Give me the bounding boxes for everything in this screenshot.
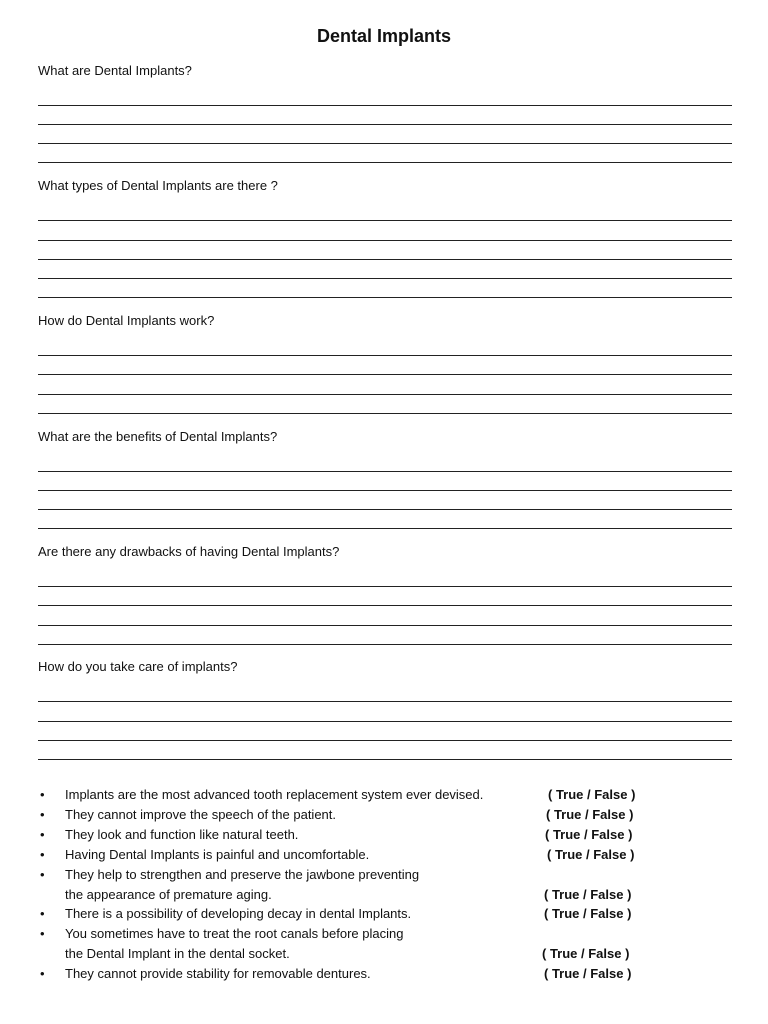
statement-text: They cannot provide stability for removable dentures.	[65, 966, 371, 981]
statement-text: They look and function like natural teeth.	[65, 827, 299, 842]
answer-line[interactable]	[38, 586, 732, 587]
answer-line[interactable]	[38, 644, 732, 645]
answer-line[interactable]	[38, 490, 732, 491]
bullet-icon: •	[40, 827, 45, 842]
statement-text: They cannot improve the speech of the patient.	[65, 807, 337, 822]
answer-line[interactable]	[38, 355, 732, 356]
bullet-icon: •	[40, 867, 45, 882]
true-false-option[interactable]: ( True / False )	[544, 966, 632, 981]
statement-text: You sometimes have to treat the root canals before placing	[65, 926, 404, 941]
answer-line[interactable]	[38, 413, 732, 414]
answer-line[interactable]	[38, 162, 732, 163]
answer-line[interactable]	[38, 124, 732, 125]
statement-item	[40, 846, 680, 864]
true-false-option[interactable]: ( True / False )	[548, 787, 636, 802]
statement-item	[40, 806, 680, 824]
answer-line[interactable]	[38, 721, 732, 722]
answer-line[interactable]	[38, 605, 732, 606]
bullet-icon: •	[40, 807, 45, 822]
statement-text: There is a possibility of developing decay in dental Implants.	[65, 906, 412, 921]
answer-line[interactable]	[38, 297, 732, 298]
answer-line[interactable]	[38, 759, 732, 760]
statement-text: the appearance of premature aging.	[65, 887, 272, 902]
true-false-option[interactable]: ( True / False )	[544, 887, 632, 902]
question-1: What are Dental Implants?	[38, 63, 192, 78]
answer-line[interactable]	[38, 259, 732, 260]
question-4: What are the benefits of Dental Implants?	[38, 429, 278, 444]
true-false-option[interactable]: ( True / False )	[546, 807, 634, 822]
statement-item-continuation	[40, 945, 680, 963]
statement-item	[40, 786, 680, 804]
statement-item	[40, 826, 680, 844]
question-2: What types of Dental Implants are there ?	[38, 178, 278, 193]
answer-line[interactable]	[38, 278, 732, 279]
statement-text: Implants are the most advanced tooth replacement system ever devised.	[65, 787, 484, 802]
answer-line[interactable]	[38, 240, 732, 241]
statement-text: They help to strengthen and preserve the jawbone preventing	[65, 867, 420, 882]
true-false-option[interactable]: ( True / False )	[545, 827, 633, 842]
page-title: Dental Implants	[316, 26, 452, 46]
answer-line[interactable]	[38, 471, 732, 472]
question-5: Are there any drawbacks of having Dental Implants?	[38, 544, 340, 559]
answer-line[interactable]	[38, 509, 732, 510]
statement-item	[40, 866, 680, 884]
statement-item	[40, 965, 680, 983]
true-false-option[interactable]: ( True / False )	[542, 946, 630, 961]
bullet-icon: •	[40, 906, 45, 921]
bullet-icon: •	[40, 847, 45, 862]
answer-line[interactable]	[38, 394, 732, 395]
bullet-icon: •	[40, 966, 45, 981]
answer-line[interactable]	[38, 701, 732, 702]
question-6: How do you take care of implants?	[38, 659, 238, 674]
answer-line[interactable]	[38, 625, 732, 626]
answer-line[interactable]	[38, 528, 732, 529]
statement-text: the Dental Implant in the dental socket.	[65, 946, 290, 961]
answer-line[interactable]	[38, 143, 732, 144]
statement-item-continuation	[40, 886, 680, 904]
question-3: How do Dental Implants work?	[38, 313, 215, 328]
statement-item	[40, 905, 680, 923]
answer-line[interactable]	[38, 105, 732, 106]
statement-item	[40, 925, 680, 943]
true-false-option[interactable]: ( True / False )	[544, 906, 632, 921]
answer-line[interactable]	[38, 374, 732, 375]
true-false-option[interactable]: ( True / False )	[547, 847, 635, 862]
answer-line[interactable]	[38, 740, 732, 741]
statement-text: Having Dental Implants is painful and uncomfortable.	[65, 847, 370, 862]
bullet-icon: •	[40, 787, 45, 802]
answer-line[interactable]	[38, 220, 732, 221]
bullet-icon: •	[40, 926, 45, 941]
